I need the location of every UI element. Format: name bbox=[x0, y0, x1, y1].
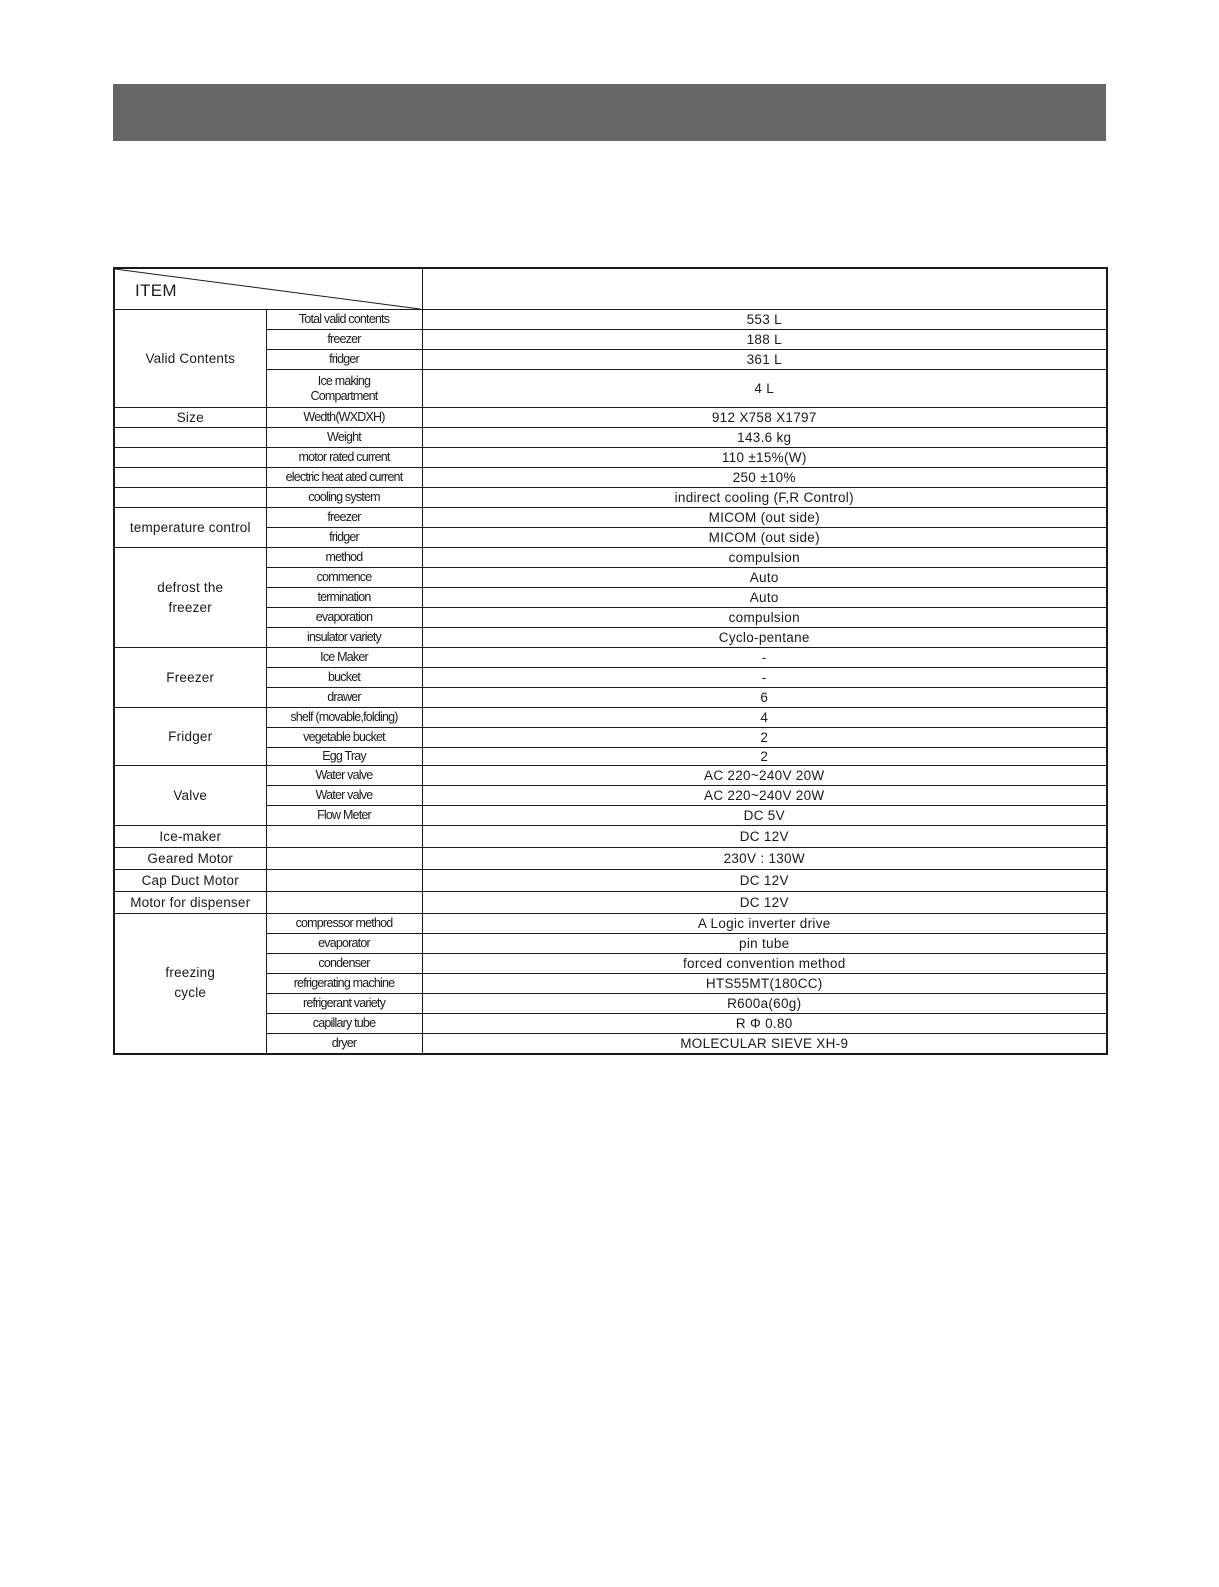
table-row bbox=[114, 448, 1107, 468]
item-cell: cooling system bbox=[266, 488, 422, 508]
table-row bbox=[114, 408, 1107, 428]
value-cell: compulsion bbox=[422, 608, 1107, 628]
item-cell: condenser bbox=[266, 954, 422, 974]
item-cell: evaporation bbox=[266, 608, 422, 628]
table-header-row bbox=[114, 268, 1107, 310]
item-cell: electric heat ated current bbox=[266, 468, 422, 488]
item-cell: freezer bbox=[266, 330, 422, 350]
table-row bbox=[114, 468, 1107, 488]
item-cell: Total valid contents bbox=[266, 310, 422, 330]
value-cell: 4 bbox=[422, 708, 1107, 728]
value-cell: DC 5V bbox=[422, 806, 1107, 826]
value-cell: 143.6 kg bbox=[422, 428, 1107, 448]
category-cell bbox=[114, 468, 266, 488]
value-cell: pin tube bbox=[422, 934, 1107, 954]
category-cell: Valid Contents bbox=[114, 310, 266, 408]
value-cell: AC 220~240V 20W bbox=[422, 766, 1107, 786]
category-cell: Motor for dispenser bbox=[114, 892, 266, 914]
item-cell: compressor method bbox=[266, 914, 422, 934]
item-cell: freezer bbox=[266, 508, 422, 528]
item-cell: Wedth(WXDXH) bbox=[266, 408, 422, 428]
category-cell: temperature control bbox=[114, 508, 266, 548]
value-cell: Cyclo-pentane bbox=[422, 628, 1107, 648]
item-cell: shelf (movable,folding) bbox=[266, 708, 422, 728]
item-cell: bucket bbox=[266, 668, 422, 688]
item-header-label: ITEM bbox=[135, 281, 177, 300]
table-row bbox=[114, 508, 1107, 528]
value-cell: HTS55MT(180CC) bbox=[422, 974, 1107, 994]
spec-table bbox=[113, 267, 1108, 1055]
category-cell bbox=[114, 488, 266, 508]
value-cell: 2 bbox=[422, 748, 1107, 766]
item-cell: Egg Tray bbox=[266, 748, 422, 766]
item-cell: Weight bbox=[266, 428, 422, 448]
category-cell: freezing cycle bbox=[114, 914, 266, 1054]
value-cell: 188 L bbox=[422, 330, 1107, 350]
table-row bbox=[114, 870, 1107, 892]
value-cell: forced convention method bbox=[422, 954, 1107, 974]
value-cell: DC 12V bbox=[422, 826, 1107, 848]
item-cell: Flow Meter bbox=[266, 806, 422, 826]
item-cell: dryer bbox=[266, 1034, 422, 1054]
category-cell bbox=[114, 428, 266, 448]
category-cell: Geared Motor bbox=[114, 848, 266, 870]
value-cell: compulsion bbox=[422, 548, 1107, 568]
value-cell: 230V : 130W bbox=[422, 848, 1107, 870]
item-cell bbox=[266, 848, 422, 870]
item-cell: refrigerant variety bbox=[266, 994, 422, 1014]
category-cell: defrost the freezer bbox=[114, 548, 266, 648]
value-cell: Auto bbox=[422, 568, 1107, 588]
category-cell: Cap Duct Motor bbox=[114, 870, 266, 892]
item-cell bbox=[266, 826, 422, 848]
value-cell: 2 bbox=[422, 728, 1107, 748]
value-cell: - bbox=[422, 668, 1107, 688]
value-cell: A Logic inverter drive bbox=[422, 914, 1107, 934]
table-row bbox=[114, 428, 1107, 448]
item-cell: Water valve bbox=[266, 766, 422, 786]
table-row bbox=[114, 488, 1107, 508]
table-row bbox=[114, 548, 1107, 568]
item-cell: drawer bbox=[266, 688, 422, 708]
item-cell: fridger bbox=[266, 350, 422, 370]
value-header-cell bbox=[422, 268, 1107, 310]
item-cell: vegetable bucket bbox=[266, 728, 422, 748]
item-cell: insulator variety bbox=[266, 628, 422, 648]
value-cell: 250 ±10% bbox=[422, 468, 1107, 488]
section-header-bar bbox=[113, 84, 1106, 141]
item-cell: capillary tube bbox=[266, 1014, 422, 1034]
table-row bbox=[114, 892, 1107, 914]
item-cell: Water valve bbox=[266, 786, 422, 806]
value-cell: 912 X758 X1797 bbox=[422, 408, 1107, 428]
item-cell: motor rated current bbox=[266, 448, 422, 468]
value-cell: MOLECULAR SIEVE XH-9 bbox=[422, 1034, 1107, 1054]
table-row bbox=[114, 766, 1107, 786]
item-cell bbox=[266, 892, 422, 914]
table-row bbox=[114, 310, 1107, 330]
value-cell: indirect cooling (F,R Control) bbox=[422, 488, 1107, 508]
table-row bbox=[114, 914, 1107, 934]
category-cell: Freezer bbox=[114, 648, 266, 708]
item-cell: method bbox=[266, 548, 422, 568]
table-row bbox=[114, 648, 1107, 668]
value-cell: 361 L bbox=[422, 350, 1107, 370]
value-cell: 4 L bbox=[422, 370, 1107, 408]
value-cell: AC 220~240V 20W bbox=[422, 786, 1107, 806]
category-cell: Valve bbox=[114, 766, 266, 826]
item-cell: fridger bbox=[266, 528, 422, 548]
item-cell: termination bbox=[266, 588, 422, 608]
value-cell: DC 12V bbox=[422, 870, 1107, 892]
value-cell: 6 bbox=[422, 688, 1107, 708]
category-cell bbox=[114, 448, 266, 468]
category-cell: Ice-maker bbox=[114, 826, 266, 848]
table-row bbox=[114, 708, 1107, 728]
value-cell: R Φ 0.80 bbox=[422, 1014, 1107, 1034]
item-cell: Ice Maker bbox=[266, 648, 422, 668]
value-cell: 110 ±15%(W) bbox=[422, 448, 1107, 468]
value-cell: R600a(60g) bbox=[422, 994, 1107, 1014]
table-row bbox=[114, 848, 1107, 870]
item-header-cell bbox=[114, 268, 422, 310]
category-cell: Fridger bbox=[114, 708, 266, 766]
value-cell: Auto bbox=[422, 588, 1107, 608]
value-cell: - bbox=[422, 648, 1107, 668]
item-cell: evaporator bbox=[266, 934, 422, 954]
item-cell: Ice making Compartment bbox=[266, 370, 422, 408]
value-cell: MICOM (out side) bbox=[422, 528, 1107, 548]
category-cell: Size bbox=[114, 408, 266, 428]
item-cell: refrigerating machine bbox=[266, 974, 422, 994]
value-cell: 553 L bbox=[422, 310, 1107, 330]
value-cell: MICOM (out side) bbox=[422, 508, 1107, 528]
table-row bbox=[114, 826, 1107, 848]
item-cell bbox=[266, 870, 422, 892]
value-cell: DC 12V bbox=[422, 892, 1107, 914]
item-cell: commence bbox=[266, 568, 422, 588]
